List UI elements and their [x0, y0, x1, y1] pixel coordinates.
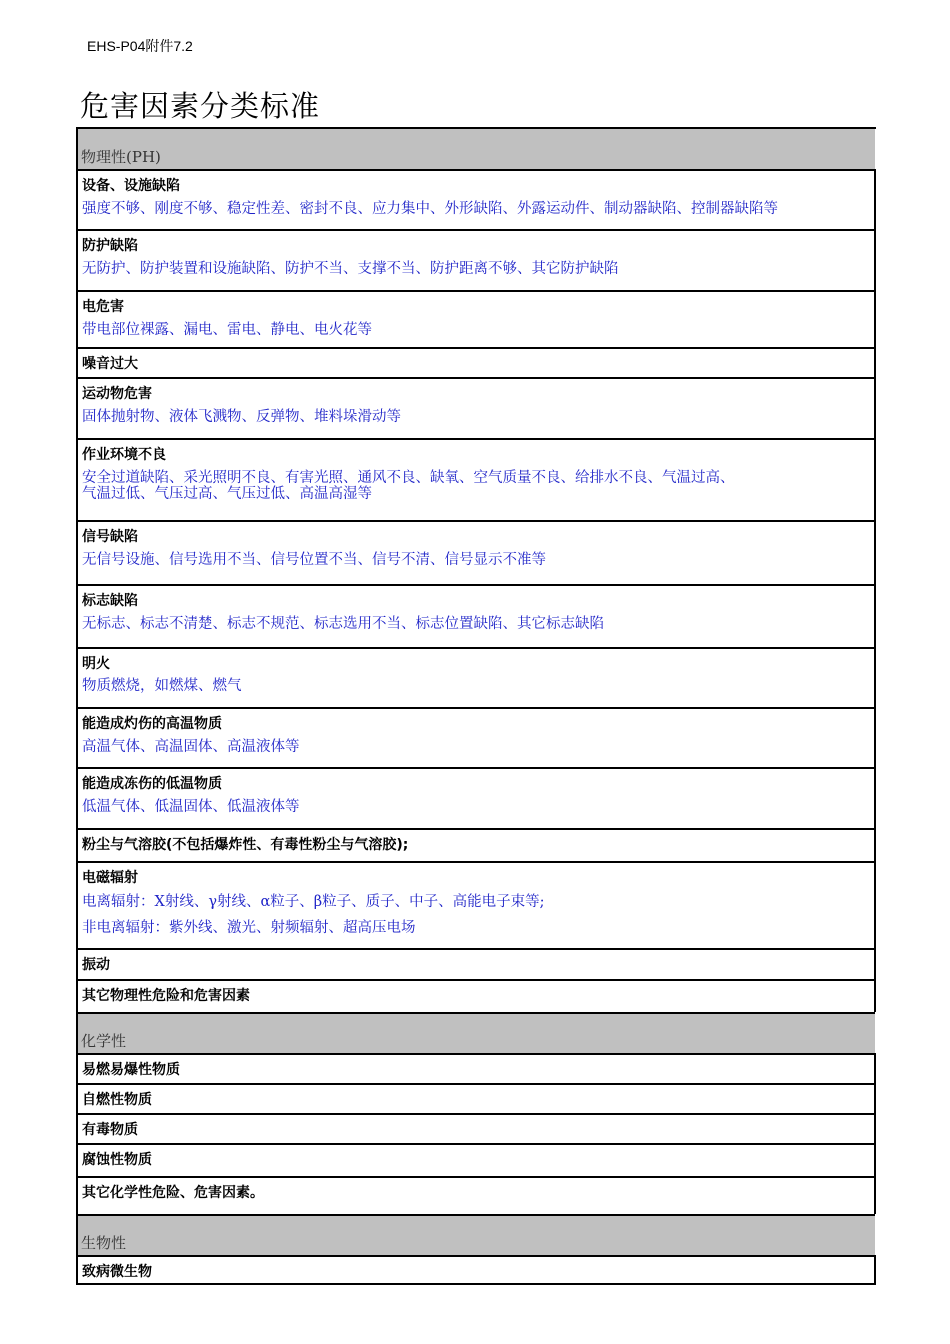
table-bottom-border	[76, 1283, 876, 1285]
hazard-name: 信号缺陷	[82, 529, 138, 545]
hazard-item	[76, 1143, 876, 1176]
hazard-item	[76, 169, 876, 229]
hazard-description: 物质燃烧，如燃煤、燃气	[82, 678, 242, 694]
hazard-item	[76, 290, 876, 347]
hazard-item	[76, 1083, 876, 1113]
hazard-name: 防护缺陷	[82, 238, 138, 254]
hazard-description: 强度不够、刚度不够、稳定性差、密封不良、应力集中、外形缺陷、外露运动件、制动器缺陷、控制器缺陷等	[82, 201, 778, 217]
hazard-name: 能造成冻伤的低温物质	[82, 776, 222, 792]
hazard-name: 粉尘与气溶胶(不包括爆炸性、有毒性粉尘与气溶胶);	[82, 837, 409, 853]
hazard-item	[76, 1053, 876, 1083]
hazard-name: 自燃性物质	[82, 1092, 152, 1108]
hazard-name: 其它物理性危险和危害因素	[82, 988, 250, 1004]
hazard-description: 无防护、防护装置和设施缺陷、防护不当、支撑不当、防护距离不够、其它防护缺陷	[82, 261, 619, 277]
section-header-biological	[76, 1214, 875, 1255]
document-code: EHS-P04附件7.2	[87, 38, 193, 54]
hazard-description: 高温气体、高温固体、高温液体等	[82, 739, 300, 755]
hazard-name: 噪音过大	[82, 356, 138, 372]
hazard-name: 电危害	[82, 299, 124, 315]
section-header-physical	[76, 129, 875, 169]
hazard-item	[76, 767, 876, 828]
hazard-name: 振动	[82, 957, 110, 973]
hazard-name: 标志缺陷	[82, 593, 138, 609]
hazard-item	[76, 584, 876, 647]
hazard-description: 无信号设施、信号选用不当、信号位置不当、信号不清、信号显示不准等	[82, 552, 546, 568]
hazard-item	[76, 861, 876, 948]
hazard-item	[76, 1176, 876, 1214]
hazard-description: 固体抛射物、液体飞溅物、反弹物、堆料垛滑动等	[82, 409, 401, 425]
hazard-name: 能造成灼伤的高温物质	[82, 716, 222, 732]
section-title-physical: 物理性(PH)	[81, 148, 161, 166]
hazard-description: 气温过低、气压过高、气压过低、高温高湿等	[82, 486, 372, 502]
hazard-description: 非电离辐射：紫外线、激光、射频辐射、超高压电场	[82, 920, 416, 936]
hazard-name: 电磁辐射	[82, 870, 138, 886]
hazard-name: 致病微生物	[82, 1264, 152, 1280]
hazard-item	[76, 647, 876, 707]
section-header-chemical	[76, 1012, 875, 1053]
hazard-item	[76, 1113, 876, 1143]
hazard-description: 无标志、标志不清楚、标志不规范、标志选用不当、标志位置缺陷、其它标志缺陷	[82, 616, 604, 632]
hazard-name: 设备、设施缺陷	[82, 178, 180, 194]
hazard-item	[76, 828, 876, 861]
hazard-item	[76, 979, 876, 1012]
hazard-item	[76, 377, 876, 438]
hazard-item	[76, 520, 876, 584]
page-title: 危害因素分类标准	[80, 89, 321, 123]
hazard-name: 腐蚀性物质	[82, 1152, 152, 1168]
hazard-item	[76, 707, 876, 767]
hazard-item	[76, 948, 876, 979]
hazard-item	[76, 1255, 876, 1285]
hazard-description: 电离辐射：X射线、γ射线、α粒子、β粒子、质子、中子、高能电子束等;	[82, 894, 545, 910]
hazard-item	[76, 229, 876, 290]
hazard-name: 运动物危害	[82, 386, 152, 402]
hazard-name: 明火	[82, 656, 110, 672]
hazard-item	[76, 347, 876, 377]
hazard-description: 低温气体、低温固体、低温液体等	[82, 799, 300, 815]
hazard-name: 易燃易爆性物质	[82, 1062, 180, 1078]
section-title-chemical: 化学性	[81, 1032, 127, 1050]
hazard-item	[76, 438, 876, 520]
hazard-description: 安全过道缺陷、采光照明不良、有害光照、通风不良、缺氧、空气质量不良、给排水不良、气温过高、	[82, 470, 735, 486]
section-title-biological: 生物性	[81, 1234, 127, 1252]
hazard-name: 其它化学性危险、危害因素。	[82, 1185, 264, 1201]
hazard-description: 带电部位裸露、漏电、雷电、静电、电火花等	[82, 322, 372, 338]
hazard-name: 有毒物质	[82, 1122, 138, 1138]
hazard-name: 作业环境不良	[82, 447, 166, 463]
